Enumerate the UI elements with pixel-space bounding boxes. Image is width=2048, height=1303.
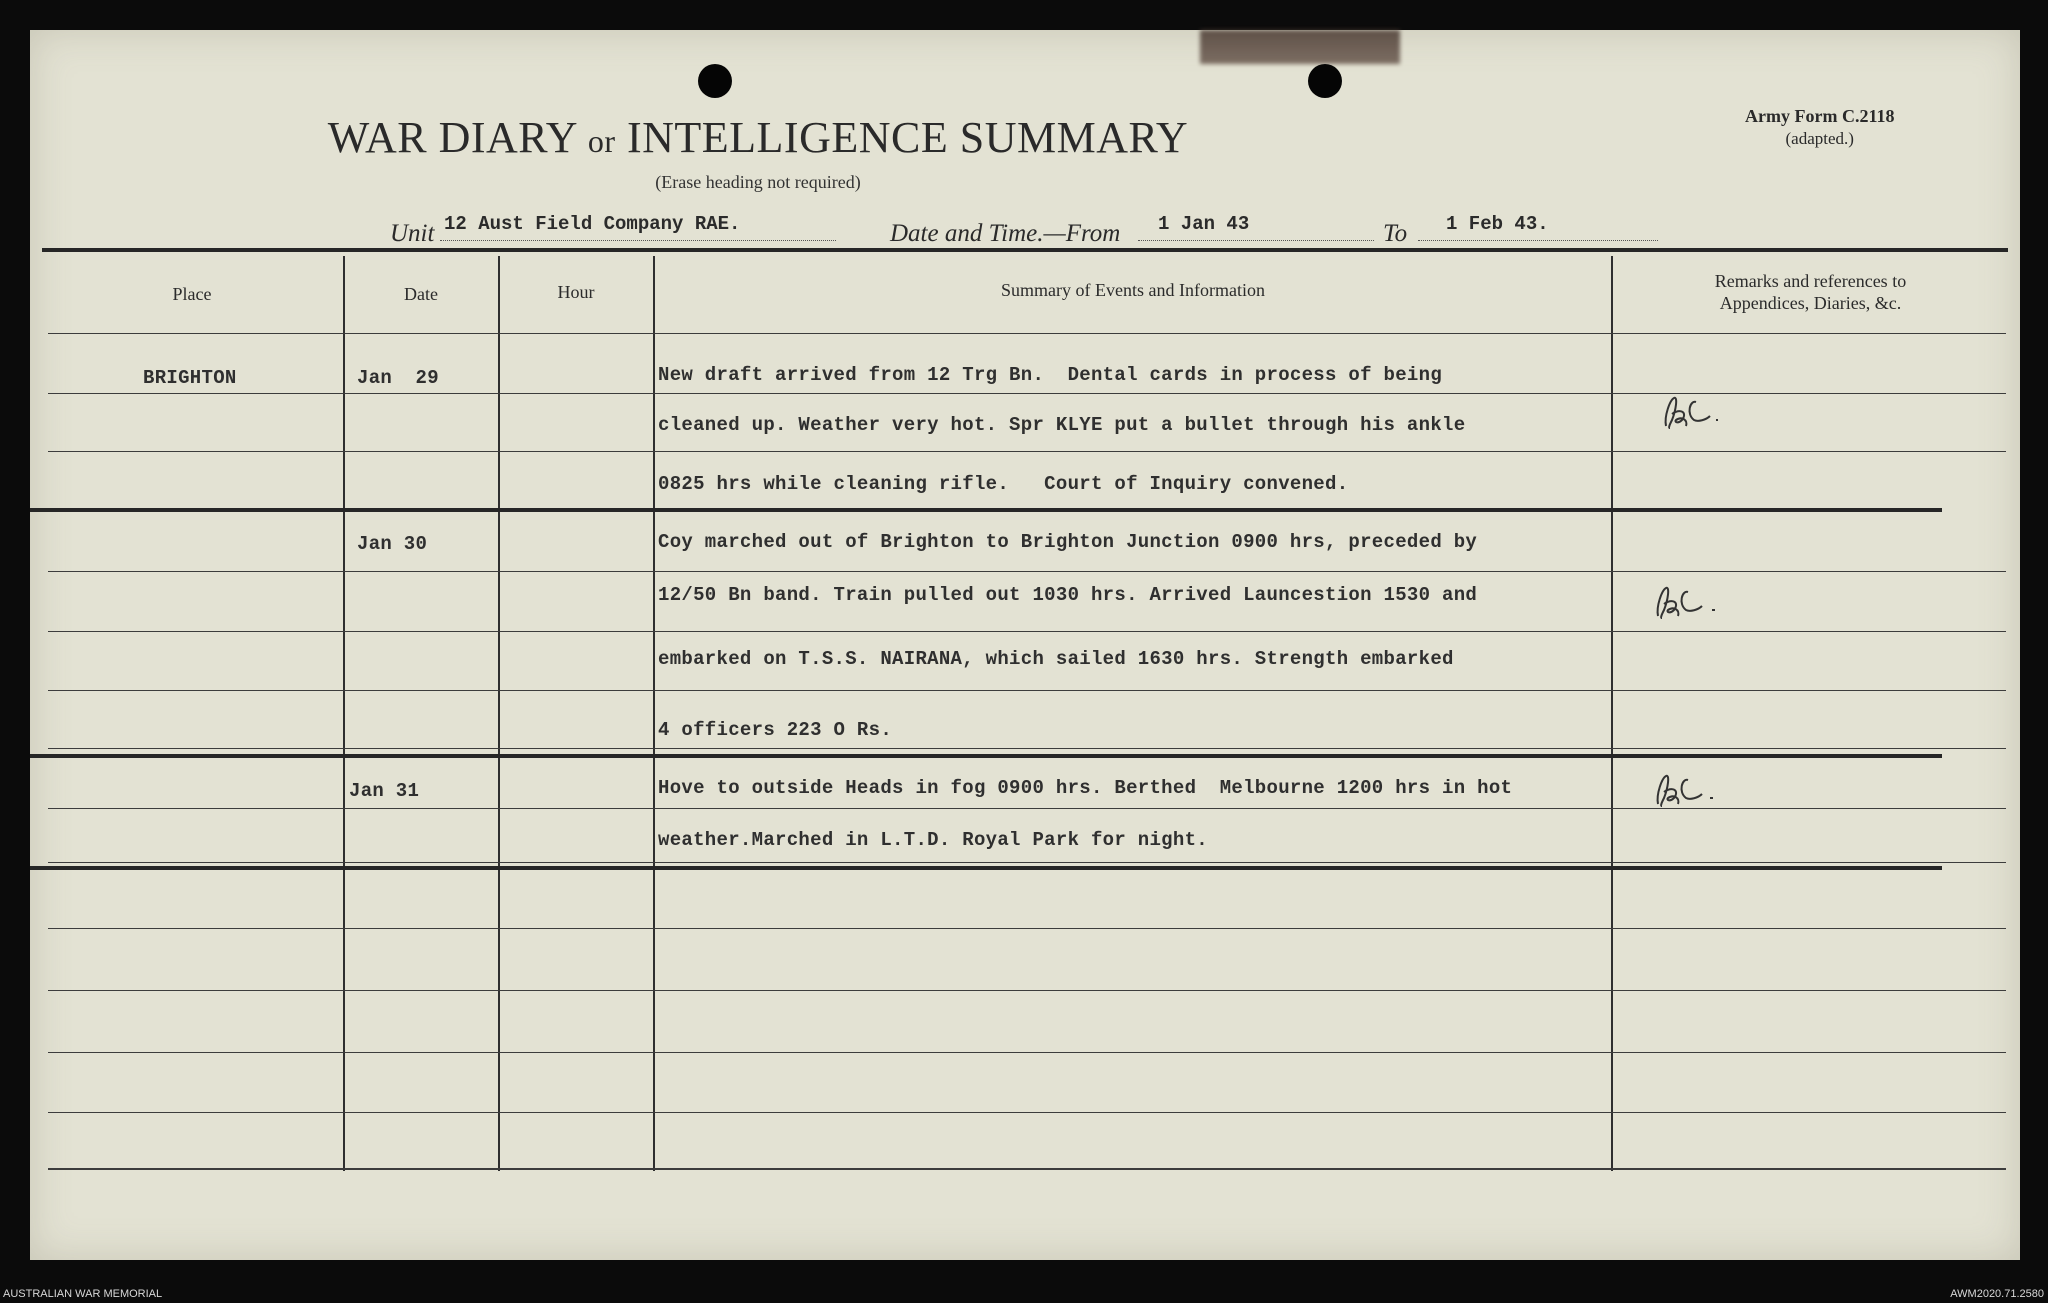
- unit-dotted-line: [440, 240, 836, 241]
- entry-1-line-1: New draft arrived from 12 Trg Bn. Dental cards in process of being: [658, 364, 1443, 386]
- ruled-line: [48, 451, 2006, 452]
- col-head-place: Place: [172, 284, 212, 304]
- date-to-dotted-line: [1418, 240, 1658, 241]
- ruled-line: [48, 862, 2006, 863]
- table-bottom-rule: [48, 1168, 2006, 1170]
- entry-2-date: Jan 30: [357, 533, 428, 555]
- entry-2-line-4: 4 officers 223 O Rs.: [658, 719, 893, 741]
- entry-separator: [30, 754, 1942, 758]
- date-from-dotted-line: [1138, 240, 1374, 241]
- ruled-line: [48, 1052, 2006, 1053]
- entry-2-line-2: 12/50 Bn band. Train pulled out 1030 hrs. Arrived Launcestion 1530 and: [658, 584, 1478, 606]
- ruled-line: [48, 748, 2006, 749]
- form-ref: Army Form C.2118: [1745, 106, 1895, 126]
- col-head-remarks-line2: Appendices, Diaries, &c.: [1719, 293, 1902, 313]
- entry-2-line-3: embarked on T.S.S. NAIRANA, which sailed 1630 hrs. Strength embarked: [658, 648, 1454, 670]
- col-head-remarks: [1613, 270, 2008, 314]
- header-bottom-rule: [48, 333, 2006, 334]
- col-head-remarks-line1: Remarks and references to: [1714, 271, 1907, 291]
- col-head-date: Date: [404, 284, 438, 304]
- unit-label: Unit: [390, 220, 435, 247]
- entry-3-line-2: weather.Marched in L.T.D. Royal Park for night.: [658, 829, 1208, 851]
- ruled-line: [48, 928, 2006, 929]
- entry-1-place: BRIGHTON: [143, 367, 237, 389]
- title-intelligence-summary: INTELLIGENCE SUMMARY: [627, 113, 1189, 162]
- date-to-value: 1 Feb 43.: [1446, 213, 1549, 235]
- form-note: (adapted.): [1785, 129, 1854, 148]
- signature-initials: [1652, 768, 1722, 812]
- col-head-summary: Summary of Events and Information: [1001, 280, 1265, 300]
- unit-value: 12 Aust Field Company RAE.: [444, 213, 741, 235]
- punch-hole-right: [1308, 64, 1342, 98]
- title-war-diary: WAR DIARY: [327, 113, 577, 162]
- entry-3-date: Jan 31: [349, 780, 420, 802]
- paper-tab-shadow: [1200, 30, 1400, 64]
- page-title: [0, 112, 1782, 163]
- ruled-line: [48, 990, 2006, 991]
- ruled-line: [48, 631, 2006, 632]
- diary-page: [30, 30, 2020, 1260]
- army-form-ref: [1745, 106, 1894, 149]
- entry-separator: [30, 508, 1942, 512]
- table-top-rule: [42, 248, 2008, 252]
- ruled-line: [48, 690, 2006, 691]
- title-or: or: [587, 123, 616, 159]
- entry-separator: [30, 866, 1942, 870]
- entry-1-line-2: cleaned up. Weather very hot. Spr KLYE put a bullet through his ankle: [658, 414, 1466, 436]
- date-from-value: 1 Jan 43: [1158, 213, 1250, 235]
- date-time-label: Date and Time.—From: [890, 220, 1121, 247]
- punch-hole-left: [698, 64, 732, 98]
- col-head-hour: Hour: [557, 282, 595, 302]
- title-subtitle: (Erase heading not required): [655, 172, 861, 192]
- footer-reference: AWM2020.71.2580: [1950, 1288, 2044, 1300]
- signature-initials: [1652, 580, 1722, 624]
- footer-archive-name: AUSTRALIAN WAR MEMORIAL: [3, 1288, 163, 1300]
- ruled-line: [48, 1112, 2006, 1113]
- entry-1-line-3: 0825 hrs while cleaning rifle. Court of Inquiry convened.: [658, 473, 1349, 495]
- entry-2-line-1: Coy marched out of Brighton to Brighton Junction 0900 hrs, preceded by: [658, 531, 1478, 553]
- entry-1-date: Jan 29: [357, 367, 439, 389]
- date-to-label: To: [1383, 220, 1408, 247]
- signature-initials: [1660, 390, 1730, 434]
- ruled-line: [48, 571, 2006, 572]
- entry-3-line-1: Hove to outside Heads in fog 0900 hrs. Berthed Melbourne 1200 hrs in hot: [658, 777, 1513, 799]
